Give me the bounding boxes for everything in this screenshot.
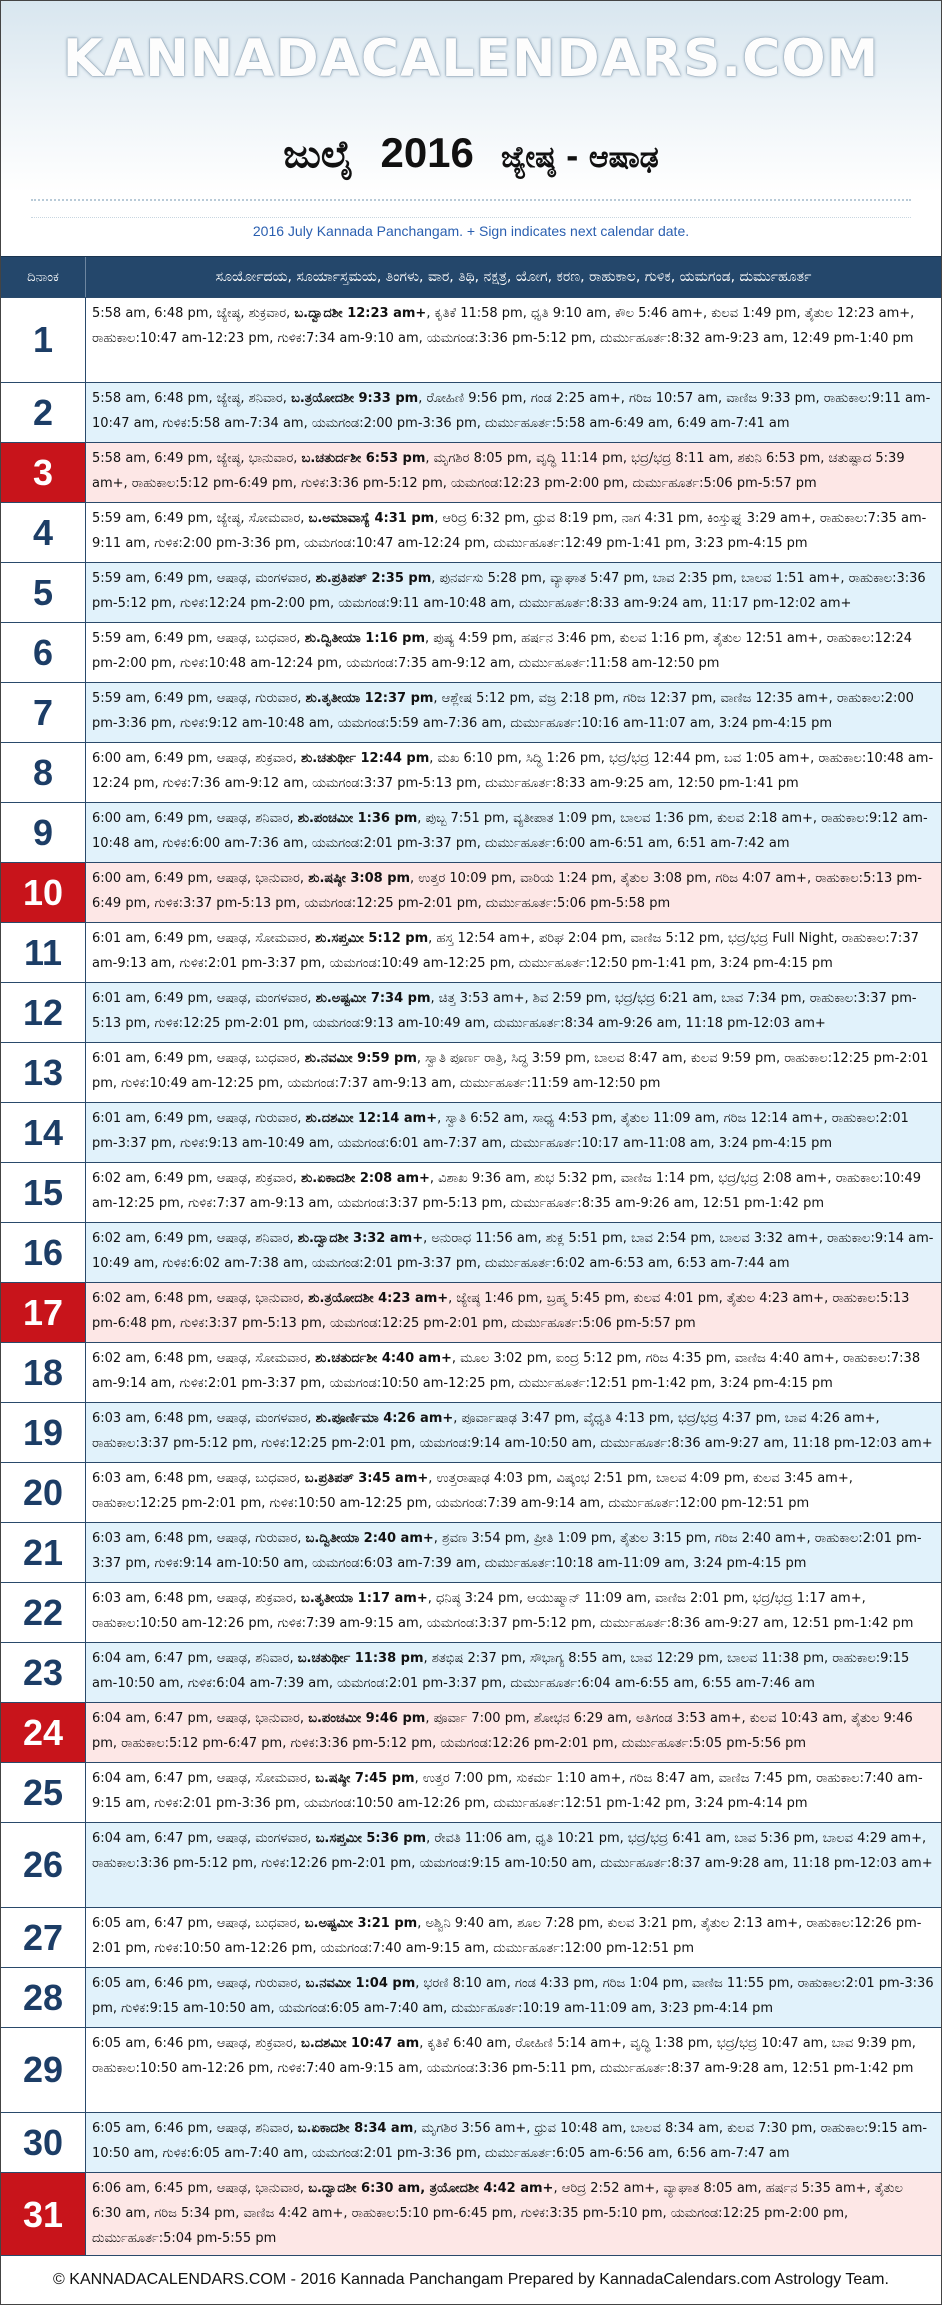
day-details: [86, 1283, 941, 1342]
tithi: ಶು.ನವಮೀ 9:59 pm: [304, 1051, 417, 1066]
day-details-prefix: 6:02 am, 6:48 pm, ಆಷಾಢ, ಸೋಮವಾರ,: [92, 1351, 316, 1366]
day-number: 2: [1, 383, 86, 442]
day-number: 8: [1, 743, 86, 802]
day-details-rest: , ಉತ್ತರಾಷಾಢ 4:03 pm, ವಿಷ್ಕಂಭ 2:51 pm, ಬಾಲವ 4:09 pm, ಕುಲವ 3:45 am+, ರಾಹುಕಾಲ:12:25 pm-2:01 pm, ಗುಳಿಕ:10:50 am-12:25 pm, ಯಮಗಂಡ:7:39 am-9:14 am, ದುರ್ಮುಹೂರ್ತ:12:00 pm-12:51 pm: [92, 1471, 853, 1511]
day-details-rest: , ಪುಬ್ಬ 7:51 pm, ವ್ಯತೀಪಾತ 1:09 pm, ಬಾಲವ 1:36 pm, ಕುಲವ 2:18 am+, ರಾಹುಕಾಲ:9:12 am-10:48 am, ಗುಳಿಕ:6:00 am-7:36 am, ಯಮಗಂಡ:2:01 pm-3:37 pm, ದುರ್ಮುಹೂರ್ತ:6:00 am-6:51 am, 6:51 am-7:42 am: [92, 811, 928, 851]
day-details-prefix: 6:04 am, 6:47 pm, ಆಷಾಢ, ಮಂಗಳವಾರ,: [92, 1831, 316, 1846]
day-details-rest: , ಪುನರ್ವಸು 5:28 pm, ವ್ಯಾಘಾತ 5:47 pm, ಬಾವ 2:35 pm, ಬಾಲವ 1:51 am+, ರಾಹುಕಾಲ:3:36 pm-5:12 pm, ಗುಳಿಕ:12:24 pm-2:00 pm, ಯಮಗಂಡ:9:11 am-10:48 am, ದುರ್ಮುಹೂರ್ತ:8:33 am-9:24 am, 11:17 pm-12:02 am+: [92, 571, 926, 611]
month-heading: [1, 129, 941, 177]
day-details-rest: , ಆರಿದ್ರ 2:52 am+, ವ್ಯಾಘಾತ 8:05 am, ಹರ್ಷನ 5:35 am+, ತೈತುಲ 6:30 am, ಗರಿಜ 5:34 pm, ವಾಣಿಜ 4:42 am+, ರಾಹುಕಾಲ:5:10 pm-6:45 pm, ಗುಳಿಕ:3:35 pm-5:10 pm, ಯಮಗಂಡ:12:25 pm-2:00 pm, ದುರ್ಮುಹೂರ್ತ:5:04 pm-5:55 pm: [92, 2181, 903, 2246]
day-number: 16: [1, 1223, 86, 1282]
calendar-header: [1, 1, 941, 256]
day-details-rest: , ಶ್ರವಣ 3:54 pm, ಪ್ರೀತಿ 1:09 pm, ತೈತುಲ 3:15 pm, ಗರಿಜ 2:40 am+, ರಾಹುಕಾಲ:2:01 pm-3:37 pm, ಗುಳಿಕ:9:14 am-10:50 am, ಯಮಗಂಡ:6:03 am-7:39 am, ದುರ್ಮುಹೂರ್ತ:10:18 am-11:09 am, 3:24 pm-4:15 pm: [92, 1531, 922, 1571]
day-details: [86, 1043, 941, 1102]
day-row: [1, 1968, 941, 2028]
day-details: [86, 983, 941, 1042]
day-details: [86, 683, 941, 742]
day-row: [1, 1283, 941, 1343]
day-number: 11: [1, 923, 86, 982]
day-row: [1, 1908, 941, 1968]
day-row: [1, 1763, 941, 1823]
day-details: [86, 803, 941, 862]
day-details: [86, 1583, 941, 1642]
day-details-rest: , ಉತ್ತರ 10:09 pm, ವಾರಿಯ 1:24 pm, ತೈತುಲ 3:08 pm, ಗರಿಜ 4:07 am+, ರಾಹುಕಾಲ:5:13 pm-6:49 pm, ಗುಳಿಕ:3:37 pm-5:13 pm, ಯಮಗಂಡ:12:25 pm-2:01 pm, ದುರ್ಮುಹೂರ್ತ:5:06 pm-5:58 pm: [92, 871, 922, 911]
day-row: [1, 443, 941, 503]
day-details: [86, 863, 941, 922]
day-number: 31: [1, 2173, 86, 2257]
day-row: [1, 298, 941, 383]
day-details-rest: , ಪುಷ್ಯ 4:59 pm, ಹರ್ಷನ 3:46 pm, ಕುಲವ 1:16 pm, ತೈತುಲ 12:51 am+, ರಾಹುಕಾಲ:12:24 pm-2:00 pm, ಗುಳಿಕ:10:48 am-12:24 pm, ಯಮಗಂಡ:7:35 am-9:12 am, ದುರ್ಮುಹೂರ್ತ:11:58 am-12:50 pm: [92, 631, 913, 671]
day-details-prefix: 6:02 am, 6:49 pm, ಆಷಾಢ, ಶನಿವಾರ,: [92, 1231, 298, 1246]
day-number: 26: [1, 1823, 86, 1907]
day-number: 23: [1, 1643, 86, 1702]
day-details-prefix: 6:02 am, 6:48 pm, ಆಷಾಢ, ಭಾನುವಾರ,: [92, 1291, 309, 1306]
tithi: ಬ.ತೃತೀಯಾ 1:17 am+: [301, 1591, 428, 1606]
day-details: [86, 1763, 941, 1822]
day-details-rest: , ಸ್ವಾತಿ 6:52 am, ಸಾಧ್ಯ 4:53 pm, ತೈತುಲ 11:09 am, ಗರಿಜ 12:14 am+, ರಾಹುಕಾಲ:2:01 pm-3:37 pm, ಗುಳಿಕ:9:13 am-10:49 am, ಯಮಗಂಡ:6:01 am-7:37 am, ದುರ್ಮುಹೂರ್ತ:10:17 am-11:08 am, 3:24 pm-4:15 pm: [92, 1111, 909, 1151]
day-details-rest: , ಸ್ವಾತಿ ಪೂರ್ಣ ರಾತ್ರಿ, ಸಿದ್ಧ 3:59 pm, ಬಾಲವ 8:47 am, ಕುಲವ 9:59 pm, ರಾಹುಕಾಲ:12:25 pm-2:01 pm, ಗುಳಿಕ:10:49 am-12:25 pm, ಯಮಗಂಡ:7:37 am-9:13 am, ದುರ್ಮುಹೂರ್ತ:11:59 am-12:50 pm: [92, 1051, 929, 1091]
day-details: [86, 1223, 941, 1282]
day-row: [1, 623, 941, 683]
day-number: 5: [1, 563, 86, 622]
day-details-rest: , ಪೂರ್ವಾ 7:00 pm, ಶೋಭನ 6:29 am, ಅತಿಗಂಡ 3:53 am+, ಕುಲವ 10:43 am, ತೈತುಲ 9:46 pm, ರಾಹುಕಾಲ:5:12 pm-6:47 pm, ಗುಳಿಕ:3:36 pm-5:12 pm, ಯಮಗಂಡ:12:26 pm-2:01 pm, ದುರ್ಮುಹೂರ್ತ:5:05 pm-5:56 pm: [92, 1711, 913, 1751]
day-details-rest: , ಪೂರ್ವಾಷಾಢ 3:47 pm, ವೈಧೃತಿ 4:13 pm, ಭದ್ರ/ಭದ್ರ 4:37 pm, ಬಾವ 4:26 am+, ರಾಹುಕಾಲ:3:37 pm-5:12 pm, ಗುಳಿಕ:12:25 pm-2:01 pm, ಯಮಗಂಡ:9:14 am-10:50 am, ದುರ್ಮುಹೂರ್ತ:8:36 am-9:27 am, 11:18 pm-12:03 am+: [92, 1411, 933, 1451]
day-details-prefix: 6:05 am, 6:46 pm, ಆಷಾಢ, ಗುರುವಾರ,: [92, 1976, 306, 1991]
day-details-prefix: 6:01 am, 6:49 pm, ಆಷಾಢ, ಗುರುವಾರ,: [92, 1111, 306, 1126]
day-details-prefix: 6:04 am, 6:47 pm, ಆಷಾಢ, ಶನಿವಾರ,: [92, 1651, 298, 1666]
day-row: [1, 503, 941, 563]
day-details: [86, 1908, 941, 1967]
tithi: ಶು.ಏಕಾದಶೀ 2:08 am+: [301, 1171, 430, 1186]
day-details-prefix: 6:00 am, 6:49 pm, ಆಷಾಢ, ಭಾನುವಾರ,: [92, 871, 309, 886]
tithi: ಬ.ದ್ವಾದಶೀ 6:30 am, ತ್ರಯೋದಶೀ 4:42 am+: [308, 2181, 554, 2196]
day-row: [1, 1103, 941, 1163]
tithi: ಶು.ಸಪ್ತಮೀ 5:12 pm: [315, 931, 429, 946]
day-details-prefix: 5:58 am, 6:49 pm, ಜ್ಯೇಷ್ಠ, ಭಾನುವಾರ,: [92, 451, 302, 466]
column-header: [1, 256, 941, 297]
day-details-rest: , ಹಸ್ತ 12:54 am+, ಪರಿಘ 2:04 pm, ವಾಣಿಜ 5:12 pm, ಭದ್ರ/ಭದ್ರ Full Night, ರಾಹುಕಾಲ:7:37 am-9:13 am, ಗುಳಿಕ:2:01 pm-3:37 pm, ಯಮಗಂಡ:10:49 am-12:25 pm, ದುರ್ಮುಹೂರ್ತ:12:50 pm-1:41 pm, 3:24 pm-4:15 pm: [92, 931, 919, 971]
day-details-rest: , ಧನಿಷ್ಠ 3:24 pm, ಆಯುಷ್ಮಾನ್ 11:09 am, ವಾಣಿಜ 2:01 pm, ಭದ್ರ/ಭದ್ರ 1:17 am+, ರಾಹುಕಾಲ:10:50 am-12:26 pm, ಗುಳಿಕ:7:39 am-9:15 am, ಯಮಗಂಡ:3:37 pm-5:12 pm, ದುರ್ಮುಹೂರ್ತ:8:36 am-9:27 am, 12:51 pm-1:42 pm: [92, 1591, 914, 1631]
day-details-rest: , ಮೃಗಶಿರ 8:05 pm, ವೃದ್ಧಿ 11:14 pm, ಭದ್ರ/ಭದ್ರ 8:11 am, ಶಕುನಿ 6:53 pm, ಚತುಷ್ಪಾದ 5:39 am+, ರಾಹುಕಾಲ:5:12 pm-6:49 pm, ಗುಳಿಕ:3:36 pm-5:12 pm, ಯಮಗಂಡ:12:23 pm-2:00 pm, ದುರ್ಮುಹೂರ್ತ:5:06 pm-5:57 pm: [92, 451, 905, 491]
tithi: ಬ.ತ್ರಯೋದಶೀ 9:33 pm: [291, 391, 419, 406]
day-details-rest: , ಕೃತಿಕೆ 11:58 pm, ಧೃತಿ 9:10 am, ಕೌಲ 5:46 am+, ಕುಲವ 1:49 pm, ತೈತುಲ 12:23 am+, ರಾಹುಕಾಲ:10:47 am-12:23 pm, ಗುಳಿಕ:7:34 am-9:10 am, ಯಮಗಂಡ:3:36 pm-5:12 pm, ದುರ್ಮುಹೂರ್ತ:8:32 am-9:23 am, 12:49 pm-1:40 pm: [92, 306, 915, 346]
day-details-prefix: 6:03 am, 6:48 pm, ಆಷಾಢ, ಬುಧವಾರ,: [92, 1471, 305, 1486]
day-details-rest: , ವಿಶಾಖ 9:36 am, ಶುಭ 5:32 pm, ವಾಣಿಜ 1:14 pm, ಭದ್ರ/ಭದ್ರ 2:08 am+, ರಾಹುಕಾಲ:10:49 am-12:25 pm, ಗುಳಿಕ:7:37 am-9:13 am, ಯಮಗಂಡ:3:37 pm-5:13 pm, ದುರ್ಮುಹೂರ್ತ:8:35 am-9:26 am, 12:51 pm-1:42 pm: [92, 1171, 922, 1211]
tithi: ಶು.ಚತುರ್ದಶೀ 4:40 am+: [315, 1351, 452, 1366]
month-name-kannada: ಜುಲೈ: [283, 132, 354, 176]
day-details-prefix: 6:05 am, 6:46 pm, ಆಷಾಢ, ಶನಿವಾರ,: [92, 2121, 298, 2136]
tithi: ಶು.ಷಷ್ಠೀ 3:08 pm: [308, 871, 411, 886]
tithi: ಬ.ದ್ವಿತೀಯಾ 2:40 am+: [305, 1531, 434, 1546]
day-number: 7: [1, 683, 86, 742]
day-details-rest: , ಮೂಲ 3:02 pm, ಐಂದ್ರ 5:12 pm, ಗರಿಜ 4:35 pm, ವಾಣಿಜ 4:40 am+, ರಾಹುಕಾಲ:7:38 am-9:14 am, ಗುಳಿಕ:2:01 pm-3:37 pm, ಯಮಗಂಡ:10:50 am-12:25 pm, ದುರ್ಮುಹೂರ್ತ:12:51 pm-1:42 pm, 3:24 pm-4:15 pm: [92, 1351, 921, 1391]
day-details-prefix: 6:01 am, 6:49 pm, ಆಷಾಢ, ಮಂಗಳವಾರ,: [92, 991, 316, 1006]
tithi: ಶು.ಪಂಚಮೀ 1:36 pm: [297, 811, 418, 826]
tithi: ಶು.ಅಷ್ಟಮೀ 7:34 pm: [315, 991, 431, 1006]
day-number: 25: [1, 1763, 86, 1822]
day-details-prefix: 6:04 am, 6:47 pm, ಆಷಾಢ, ಭಾನುವಾರ,: [92, 1711, 309, 1726]
day-row: [1, 1523, 941, 1583]
day-row: [1, 923, 941, 983]
day-row: [1, 563, 941, 623]
day-number: 17: [1, 1283, 86, 1342]
tithi: ಶು.ಚತುರ್ಥೀ 12:44 pm: [301, 751, 430, 766]
day-details: [86, 1163, 941, 1222]
tithi: ಬ.ದ್ವಾದಶೀ 12:23 am+: [294, 306, 427, 321]
day-details: [86, 1463, 941, 1522]
tithi: ಬ.ಪಂಚಮೀ 9:46 pm: [308, 1711, 426, 1726]
day-row: [1, 1643, 941, 1703]
day-details-prefix: 6:05 am, 6:47 pm, ಆಷಾಢ, ಬುಧವಾರ,: [92, 1916, 305, 1931]
day-row: [1, 2028, 941, 2113]
day-number: 29: [1, 2028, 86, 2112]
tithi: ಬ.ಚತುರ್ಥೀ 11:38 pm: [297, 1651, 424, 1666]
day-details-rest: , ಅನುರಾಧ 11:56 am, ಶುಕ್ಲ 5:51 pm, ಬಾವ 2:54 pm, ಬಾಲವ 3:32 am+, ರಾಹುಕಾಲ:9:14 am-10:49 am, ಗುಳಿಕ:6:02 am-7:38 am, ಯಮಗಂಡ:2:01 pm-3:37 pm, ದುರ್ಮುಹೂರ್ತ:6:02 am-6:53 am, 6:53 am-7:44 am: [92, 1231, 934, 1271]
day-details: [86, 1643, 941, 1702]
tithi: ಬ.ಪ್ರತಿಪತ್ 3:45 am+: [304, 1471, 429, 1486]
day-details-rest: , ಜ್ಯೇಷ್ಠ 1:46 pm, ಬ್ರಹ್ಮ 5:45 pm, ಕುಲವ 4:01 pm, ತೈತುಲ 4:23 am+, ರಾಹುಕಾಲ:5:13 pm-6:48 pm, ಗುಳಿಕ:3:37 pm-5:13 pm, ಯಮಗಂಡ:12:25 pm-2:01 pm, ದುರ್ಮುಹೂರ್ತ:5:06 pm-5:57 pm: [92, 1291, 910, 1331]
day-row: [1, 2113, 941, 2173]
day-row: [1, 803, 941, 863]
day-row: [1, 863, 941, 923]
day-number: 13: [1, 1043, 86, 1102]
day-details-prefix: 5:59 am, 6:49 pm, ಆಷಾಢ, ಬುಧವಾರ,: [92, 631, 305, 646]
day-details-rest: , ಕೃತಿಕೆ 6:40 am, ರೋಹಿಣಿ 5:14 am+, ವೃದ್ಧಿ 1:38 pm, ಭದ್ರ/ಭದ್ರ 10:47 am, ಬಾವ 9:39 pm, ರಾಹುಕಾಲ:10:50 am-12:26 pm, ಗುಳಿಕ:7:40 am-9:15 am, ಯಮಗಂಡ:3:36 pm-5:11 pm, ದುರ್ಮುಹೂರ್ತ:8:37 am-9:28 am, 12:51 pm-1:42 pm: [92, 2036, 916, 2076]
lunar-months: ಜ್ಯೇಷ್ಠ - ಆಷಾಢ: [501, 140, 659, 175]
day-row: [1, 2173, 941, 2258]
day-details-rest: , ಉತ್ತರ 7:00 pm, ಸುಕರ್ಮ 1:10 am+, ಗರಿಜ 8:47 am, ವಾಣಿಜ 7:45 pm, ರಾಹುಕಾಲ:7:40 am-9:15 am, ಗುಳಿಕ:2:01 pm-3:36 pm, ಯಮಗಂಡ:10:50 am-12:26 pm, ದುರ್ಮುಹೂರ್ತ:12:51 pm-1:42 pm, 3:24 pm-4:14 pm: [92, 1771, 923, 1811]
day-number: 10: [1, 863, 86, 922]
day-details-rest: , ರೋಹಿಣಿ 9:56 pm, ಗಂಡ 2:25 am+, ಗರಿಜ 10:57 am, ವಾಣಿಜ 9:33 pm, ರಾಹುಕಾಲ:9:11 am-10:47 am, ಗುಳಿಕ:5:58 am-7:34 am, ಯಮಗಂಡ:2:00 pm-3:36 pm, ದುರ್ಮುಹೂರ್ತ:5:58 am-6:49 am, 6:49 am-7:41 am: [92, 391, 931, 431]
subtitle: 2016 July Kannada Panchangam. + Sign indicates next calendar date.: [252, 223, 690, 239]
day-number: 22: [1, 1583, 86, 1642]
day-details-rest: , ಆಶ್ಲೇಷ 5:12 pm, ವಜ್ರ 2:18 pm, ಗರಿಜ 12:37 pm, ವಾಣಿಜ 12:35 am+, ರಾಹುಕಾಲ:2:00 pm-3:36 pm, ಗುಳಿಕ:9:12 am-10:48 am, ಯಮಗಂಡ:5:59 am-7:36 am, ದುರ್ಮುಹೂರ್ತ:10:16 am-11:07 am, 3:24 pm-4:15 pm: [92, 691, 914, 731]
tithi: ಬ.ಚತುರ್ದಶೀ 6:53 pm: [301, 451, 426, 466]
day-details-prefix: 6:05 am, 6:46 pm, ಆಷಾಢ, ಶುಕ್ರವಾರ,: [92, 2036, 302, 2051]
day-details-prefix: 6:03 am, 6:48 pm, ಆಷಾಢ, ಶುಕ್ರವಾರ,: [92, 1591, 302, 1606]
day-details-rest: , ಶತಭಿಷ 2:37 pm, ಸೌಭಾಗ್ಯ 8:55 am, ಬಾವ 12:29 pm, ಬಾಲವ 11:38 pm, ರಾಹುಕಾಲ:9:15 am-10:50 am, ಗುಳಿಕ:6:04 am-7:39 am, ಯಮಗಂಡ:2:01 pm-3:37 pm, ದುರ್ಮುಹೂರ್ತ:6:04 am-6:55 am, 6:55 am-7:46 am: [92, 1651, 910, 1691]
day-number: 9: [1, 803, 86, 862]
day-details: [86, 503, 941, 562]
day-row: [1, 1343, 941, 1403]
tithi: ಶು.ಪ್ರತಿಪತ್ 2:35 pm: [315, 571, 432, 586]
day-details-prefix: 6:06 am, 6:45 pm, ಆಷಾಢ, ಭಾನುವಾರ,: [92, 2181, 309, 2196]
day-details: [86, 383, 941, 442]
decorative-border: [31, 199, 911, 218]
day-number: 27: [1, 1908, 86, 1967]
day-row: [1, 1583, 941, 1643]
day-details-prefix: 6:03 am, 6:48 pm, ಆಷಾಢ, ಗುರುವಾರ,: [92, 1531, 306, 1546]
day-details-prefix: 6:00 am, 6:49 pm, ಆಷಾಢ, ಶನಿವಾರ,: [92, 811, 298, 826]
day-number: 30: [1, 2113, 86, 2172]
day-details-rest: , ಮಖ 6:10 pm, ಸಿದ್ಧಿ 1:26 pm, ಭದ್ರ/ಭದ್ರ 12:44 pm, ಬವ 1:05 am+, ರಾಹುಕಾಲ:10:48 am-12:24 pm, ಗುಳಿಕ:7:36 am-9:12 am, ಯಮಗಂಡ:3:37 pm-5:13 pm, ದುರ್ಮುಹೂರ್ತ:8:33 am-9:25 am, 12:50 pm-1:41 pm: [92, 751, 934, 791]
tithi: ಶು.ಪೂರ್ಣಿಮಾ 4:26 am+: [315, 1411, 454, 1426]
day-number: 20: [1, 1463, 86, 1522]
day-details-rest: , ಭರಣಿ 8:10 am, ಗಂಡ 4:33 pm, ಗರಿಜ 1:04 pm, ವಾಣಿಜ 11:55 pm, ರಾಹುಕಾಲ:2:01 pm-3:36 pm, ಗುಳಿಕ:9:15 am-10:50 am, ಯಮಗಂಡ:6:05 am-7:40 am, ದುರ್ಮುಹೂರ್ತ:10:19 am-11:09 am, 3:23 pm-4:14 pm: [92, 1976, 934, 2016]
day-details-prefix: 5:58 am, 6:48 pm, ಜ್ಯೇಷ್ಠ, ಶುಕ್ರವಾರ,: [92, 306, 295, 321]
tithi: ಶು.ದಶಮೀ 12:14 am+: [305, 1111, 438, 1126]
day-details-prefix: 6:01 am, 6:49 pm, ಆಷಾಢ, ಸೋಮವಾರ,: [92, 931, 316, 946]
day-details: [86, 1823, 941, 1907]
tithi: ಬ.ಸಪ್ತಮೀ 5:36 pm: [315, 1831, 427, 1846]
day-details-rest: , ರೇವತಿ 11:06 am, ಧೃತಿ 10:21 pm, ಭದ್ರ/ಭದ್ರ 6:41 am, ಬಾವ 5:36 pm, ಬಾಲವ 4:29 am+, ರಾಹುಕಾಲ:3:36 pm-5:12 pm, ಗುಳಿಕ:12:26 pm-2:01 pm, ಯಮಗಂಡ:9:15 am-10:50 am, ದುರ್ಮುಹೂರ್ತ:8:37 am-9:28 am, 11:18 pm-12:03 am+: [92, 1831, 933, 1871]
day-row: [1, 1823, 941, 1908]
day-number: 12: [1, 983, 86, 1042]
tithi: ಬ.ದಶಮೀ 10:47 am: [301, 2036, 420, 2051]
day-number: 15: [1, 1163, 86, 1222]
day-details-prefix: 6:03 am, 6:48 pm, ಆಷಾಢ, ಮಂಗಳವಾರ,: [92, 1411, 316, 1426]
day-number: 3: [1, 443, 86, 502]
day-details: [86, 2028, 941, 2112]
day-row: [1, 1403, 941, 1463]
day-number: 19: [1, 1403, 86, 1462]
footer: © KANNADACALENDARS.COM - 2016 Kannada Panchangam Prepared by KannadaCalendars.com Astrology Team.: [1, 2255, 941, 2304]
day-details-rest: , ಚಿತ್ತ 3:53 am+, ಶಿವ 2:59 pm, ಭದ್ರ/ಭದ್ರ 6:21 am, ಬಾವ 7:34 pm, ರಾಹುಕಾಲ:3:37 pm-5:13 pm, ಗುಳಿಕ:12:25 pm-2:01 pm, ಯಮಗಂಡ:9:13 am-10:49 am, ದುರ್ಮುಹೂರ್ತ:8:34 am-9:26 am, 11:18 pm-12:03 am+: [92, 991, 917, 1031]
day-row: [1, 683, 941, 743]
day-details: [86, 1703, 941, 1762]
day-details: [86, 1103, 941, 1162]
day-row: [1, 983, 941, 1043]
tithi: ಬ.ನವಮೀ 1:04 pm: [305, 1976, 416, 1991]
day-details-prefix: 5:59 am, 6:49 pm, ಜ್ಯೇಷ್ಠ, ಸೋಮವಾರ,: [92, 511, 309, 526]
day-details: [86, 1523, 941, 1582]
day-details-prefix: 6:02 am, 6:49 pm, ಆಷಾಢ, ಶುಕ್ರವಾರ,: [92, 1171, 302, 1186]
day-details: [86, 623, 941, 682]
day-details-prefix: 6:00 am, 6:49 pm, ಆಷಾಢ, ಶುಕ್ರವಾರ,: [92, 751, 302, 766]
date-column-header: ದಿನಾಂಕ: [1, 257, 86, 297]
day-details-prefix: 5:59 am, 6:49 pm, ಆಷಾಢ, ಗುರುವಾರ,: [92, 691, 306, 706]
tithi: ಶು.ದ್ವಾದಶೀ 3:32 am+: [297, 1231, 424, 1246]
day-details: [86, 2173, 941, 2257]
day-details: [86, 1343, 941, 1402]
day-number: 6: [1, 623, 86, 682]
site-title: KANNADACALENDARS.COM: [62, 29, 880, 89]
day-details: [86, 298, 941, 382]
day-row: [1, 1163, 941, 1223]
day-details: [86, 1403, 941, 1462]
day-row: [1, 1223, 941, 1283]
day-number: 28: [1, 1968, 86, 2027]
day-row: [1, 383, 941, 443]
tithi: ಬ.ಏಕಾದಶೀ 8:34 am: [297, 2121, 414, 2136]
day-details-prefix: 5:59 am, 6:49 pm, ಆಷಾಢ, ಮಂಗಳವಾರ,: [92, 571, 316, 586]
day-number: 1: [1, 298, 86, 382]
day-number: 4: [1, 503, 86, 562]
day-number: 14: [1, 1103, 86, 1162]
day-details: [86, 1968, 941, 2027]
tithi: ಶು.ದ್ವಿತೀಯಾ 1:16 pm: [304, 631, 426, 646]
day-details: [86, 443, 941, 502]
details-column-header: ಸೂರ್ಯೋದಯ, ಸೂರ್ಯಾಸ್ತಮಯ, ತಿಂಗಳು, ವಾರ, ತಿಥಿ, ನಕ್ಷತ್ರ, ಯೋಗ, ಕರಣ, ರಾಹುಕಾಲ, ಗುಳಿಕ, ಯಮಗಂಡ, ದುರ್ಮುಹೂರ್ತ: [215, 269, 812, 285]
tithi: ಬ.ಷಷ್ಠೀ 7:45 pm: [315, 1771, 415, 1786]
tithi: ಶು.ತ್ರಯೋದಶೀ 4:23 am+: [308, 1291, 449, 1306]
day-details-prefix: 5:58 am, 6:48 pm, ಜ್ಯೇಷ್ಠ, ಶನಿವಾರ,: [92, 391, 292, 406]
day-number: 18: [1, 1343, 86, 1402]
day-row: [1, 1463, 941, 1523]
calendar-rows: [1, 297, 941, 2258]
day-row: [1, 1703, 941, 1763]
day-row: [1, 1043, 941, 1103]
day-details: [86, 923, 941, 982]
day-details: [86, 563, 941, 622]
tithi: ಬ.ಅಷ್ಟಮೀ 3:21 pm: [304, 1916, 418, 1931]
day-row: [1, 743, 941, 803]
tithi: ಶು.ತೃತೀಯಾ 12:37 pm: [305, 691, 434, 706]
day-details-rest: , ಮೃಗಶಿರ 3:56 am+, ಧ್ರುವ 10:48 am, ಬಾಲವ 8:34 am, ಕುಲವ 7:30 pm, ರಾಹುಕಾಲ:9:15 am-10:50 am, ಗುಳಿಕ:6:05 am-7:40 am, ಯಮಗಂಡ:2:01 pm-3:36 pm, ದುರ್ಮುಹೂರ್ತ:6:05 am-6:56 am, 6:56 am-7:47 am: [92, 2121, 928, 2161]
day-details: [86, 2113, 941, 2172]
day-number: 21: [1, 1523, 86, 1582]
day-details-prefix: 6:04 am, 6:47 pm, ಆಷಾಢ, ಸೋಮವಾರ,: [92, 1771, 316, 1786]
day-number: 24: [1, 1703, 86, 1762]
day-details: [86, 743, 941, 802]
day-details-rest: , ಅಶ್ವಿನಿ 9:40 am, ಶೂಲ 7:28 pm, ಕುಲವ 3:21 pm, ತೈತುಲ 2:13 am+, ರಾಹುಕಾಲ:12:26 pm-2:01 pm, ಗುಳಿಕ:10:50 am-12:26 pm, ಯಮಗಂಡ:7:40 am-9:15 am, ದುರ್ಮುಹೂರ್ತ:12:00 pm-12:51 pm: [92, 1916, 922, 1956]
day-details-rest: , ಆರಿದ್ರ 6:32 pm, ಧ್ರುವ 8:19 pm, ನಾಗ 4:31 pm, ಕಿಂಸ್ತುಘ್ನ 3:29 am+, ರಾಹುಕಾಲ:7:35 am-9:11 am, ಗುಳಿಕ:2:00 pm-3:36 pm, ಯಮಗಂಡ:10:47 am-12:24 pm, ದುರ್ಮುಹೂರ್ತ:12:49 pm-1:41 pm, 3:23 pm-4:15 pm: [92, 511, 927, 551]
year-label: 2016: [380, 129, 474, 176]
day-details-prefix: 6:01 am, 6:49 pm, ಆಷಾಢ, ಬುಧವಾರ,: [92, 1051, 305, 1066]
tithi: ಬ.ಅಮಾವಾಸ್ಯೆ 4:31 pm: [308, 511, 435, 526]
